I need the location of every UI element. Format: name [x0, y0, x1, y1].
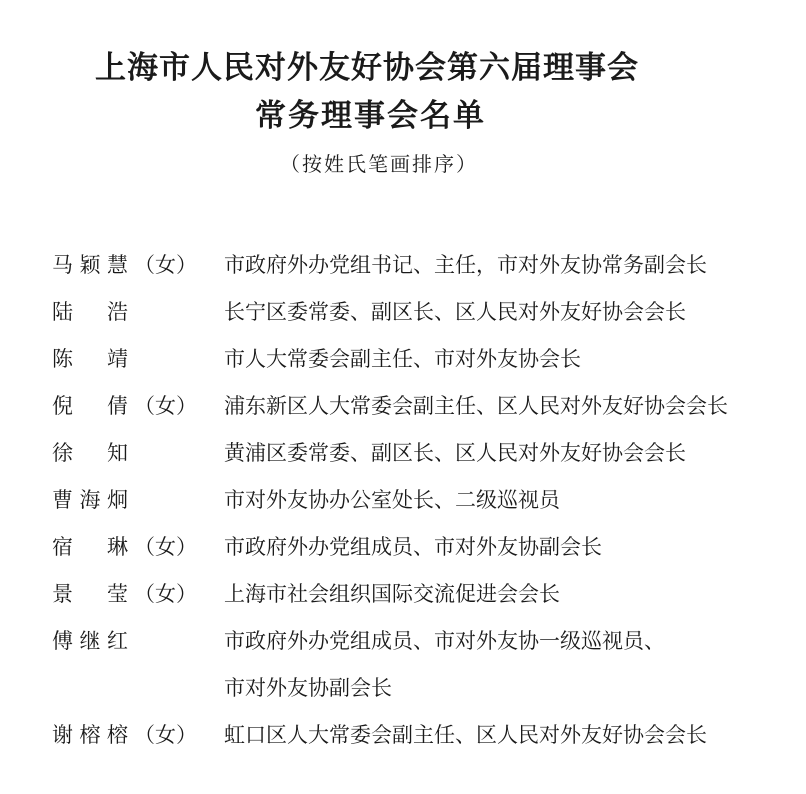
member-name-cell [0, 289, 222, 336]
member-role-line: 浦东新区人大常委会副主任、区人民对外友好协会会长 [224, 394, 728, 418]
member-row [0, 289, 806, 336]
member-roster [0, 242, 806, 759]
member-name: 谢榕榕 [52, 723, 130, 747]
member-role-line: 上海市社会组织国际交流促进会会长 [224, 582, 560, 606]
member-name-cell [0, 477, 222, 524]
member-row [0, 242, 806, 289]
member-name-cell [0, 336, 222, 383]
member-gender: （女） [134, 394, 197, 418]
member-role-line: 长宁区委常委、副区长、区人民对外友好协会会长 [224, 300, 686, 324]
member-role-line: 黄浦区委常委、副区长、区人民对外友好协会会长 [224, 441, 686, 465]
member-name: 景 莹 [52, 582, 130, 606]
member-roles [222, 242, 707, 289]
member-role-line: 市人大常委会副主任、市对外友协会长 [224, 347, 581, 371]
member-name-cell [0, 242, 222, 289]
member-role-line: 市对外友协副会长 [224, 676, 392, 700]
member-roles [222, 571, 560, 618]
member-roles [222, 383, 728, 430]
member-roles [222, 336, 581, 383]
member-name: 倪 倩 [52, 394, 130, 418]
member-role-line: 市政府外办党组成员、市对外友协副会长 [224, 535, 602, 559]
document-title-line-1: 上海市人民对外友好协会第六届理事会 [95, 50, 639, 86]
member-roles [222, 524, 602, 571]
member-name: 宿 琳 [52, 535, 130, 559]
member-row [0, 712, 806, 759]
member-row [0, 336, 806, 383]
member-name-cell [0, 618, 222, 665]
member-role-line: 市对外友协办公室处长、二级巡视员 [224, 488, 560, 512]
member-name-cell [0, 712, 222, 759]
member-roles [222, 712, 707, 759]
member-row [0, 383, 806, 430]
member-role-line: 虹口区人大常委会副主任、区人民对外友好协会会长 [224, 723, 707, 747]
member-roles [222, 618, 665, 712]
member-name: 曹海炯 [52, 488, 130, 512]
member-name: 陆 浩 [52, 300, 130, 324]
member-row [0, 430, 806, 477]
member-gender: （女） [134, 582, 197, 606]
member-name: 徐 知 [52, 441, 130, 465]
member-row [0, 524, 806, 571]
member-row [0, 477, 806, 524]
member-name-cell [0, 571, 222, 618]
member-row [0, 571, 806, 618]
member-gender: （女） [134, 253, 197, 277]
document-title-line-2: 常务理事会名单 [255, 98, 486, 134]
member-name: 马颖慧 [52, 253, 130, 277]
member-roles [222, 477, 560, 524]
member-gender: （女） [134, 723, 197, 747]
member-roles [222, 430, 686, 477]
member-row [0, 618, 806, 712]
member-role-line: 市政府外办党组成员、市对外友协一级巡视员、 [224, 629, 665, 653]
member-name-cell [0, 430, 222, 477]
document-subtitle: （按姓氏笔画排序） [280, 152, 478, 176]
member-name: 傅继红 [52, 629, 130, 653]
member-name-cell [0, 383, 222, 430]
member-roles [222, 289, 686, 336]
member-gender: （女） [134, 535, 197, 559]
member-name-cell [0, 524, 222, 571]
member-name: 陈 靖 [52, 347, 130, 371]
member-role-line: 市政府外办党组书记、主任，市对外友协常务副会长 [224, 253, 707, 277]
